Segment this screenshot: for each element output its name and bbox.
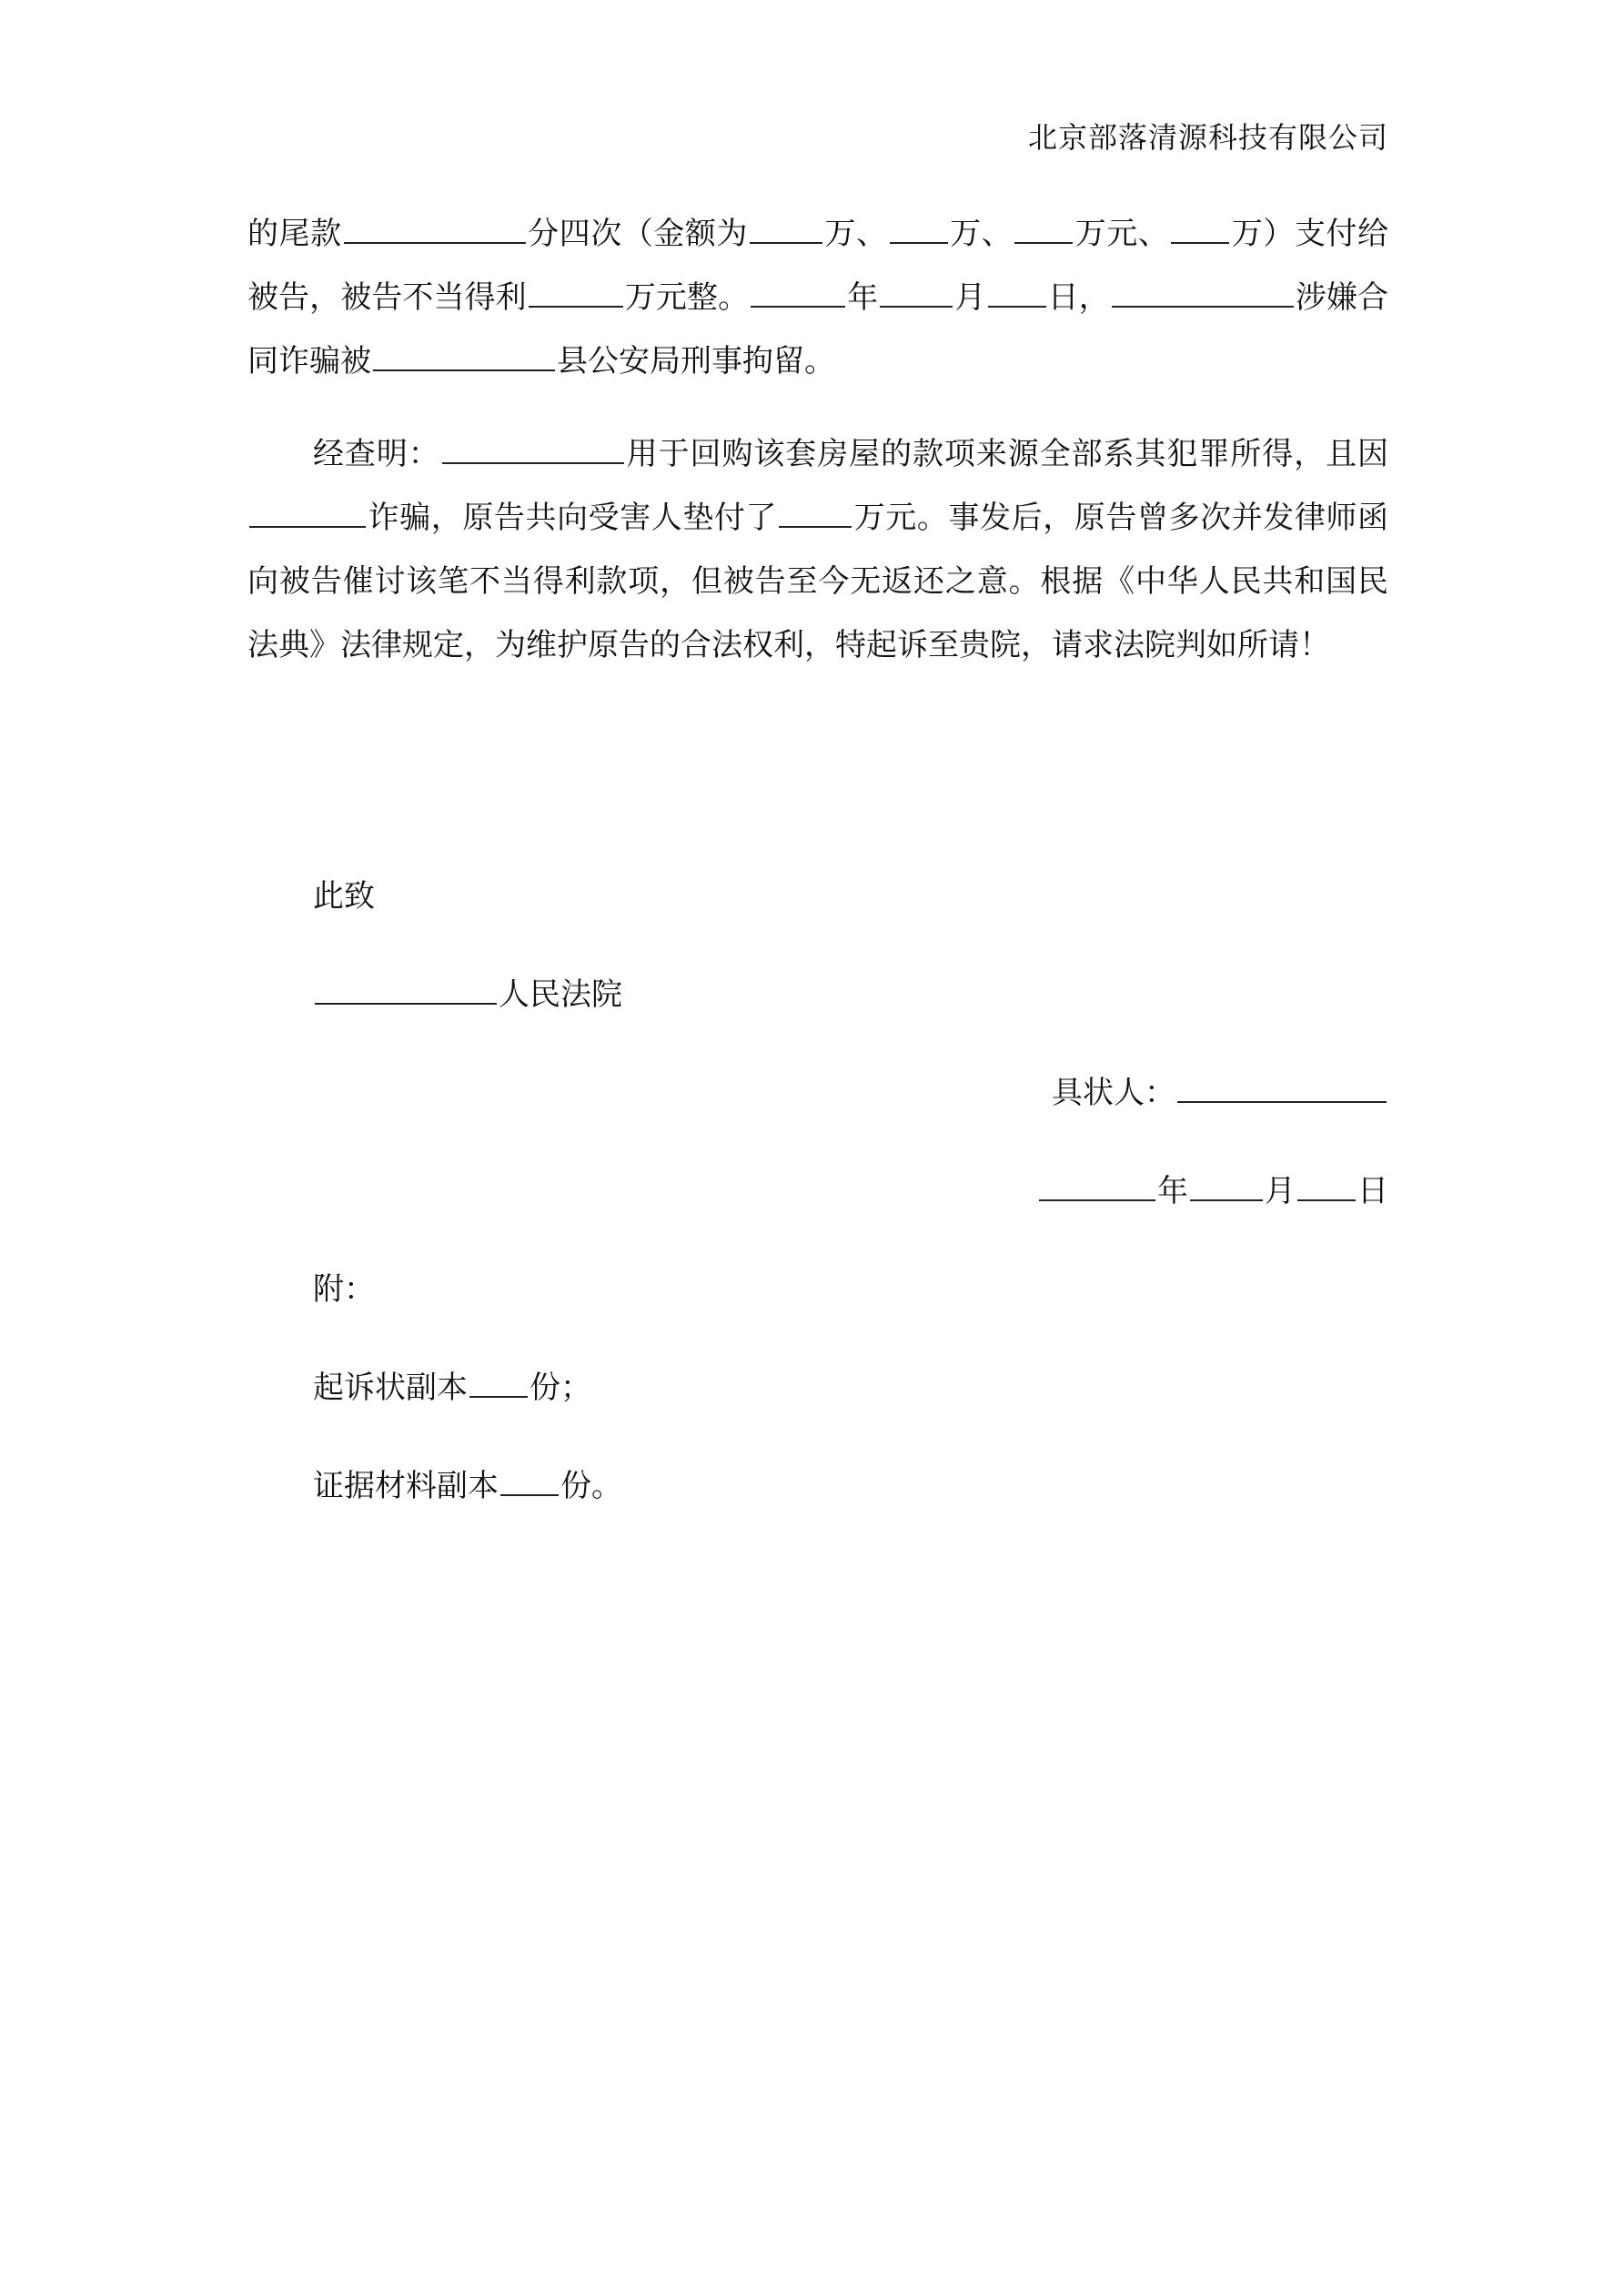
court-line (313, 972, 622, 1017)
blank-field[interactable] (373, 342, 555, 371)
blank-field[interactable] (988, 278, 1046, 308)
blank-field[interactable] (880, 278, 953, 308)
signer-line (1052, 1070, 1388, 1116)
blank-field[interactable] (469, 1369, 528, 1398)
blank-field[interactable] (890, 215, 948, 244)
text-segment: 万、 (823, 216, 888, 252)
signer-label: 具状人： (1052, 1075, 1175, 1111)
blank-field[interactable] (1177, 1074, 1387, 1103)
text-segment: 万元、 (1074, 216, 1170, 252)
blank-field[interactable] (750, 215, 822, 244)
salutation: 此致 (313, 878, 375, 915)
blank-field[interactable] (1039, 1172, 1155, 1201)
text-segment: 涉嫌合同诈骗被 (247, 279, 1389, 379)
attachment-prefix: 起诉状副本 (313, 1370, 468, 1406)
blank-field[interactable] (779, 499, 852, 528)
text-segment: 万元整。 (624, 279, 750, 316)
text-segment: 万）支付给被告，被告不当得利 (247, 216, 1389, 316)
blank-field[interactable] (1297, 1172, 1356, 1201)
attachment-suffix: 份。 (560, 1468, 622, 1504)
date-line (1037, 1168, 1388, 1214)
text-segment: 用于回购该套房屋的款项来源全部系其犯罪所得，且因 (625, 436, 1389, 472)
text-segment: 月 (954, 279, 986, 316)
attachments-label: 附： (313, 1271, 375, 1308)
company-header: 北京部落清源科技有限公司 (1027, 120, 1388, 155)
blank-field[interactable] (529, 278, 623, 308)
date-day-label: 日 (1357, 1173, 1388, 1209)
date-month-label: 月 (1265, 1173, 1296, 1209)
text-segment: 分四次（金额为 (527, 216, 748, 252)
blank-field[interactable] (315, 976, 497, 1005)
blank-field[interactable] (500, 1467, 559, 1496)
paragraph-investigation-facts (247, 422, 1388, 677)
attachment-item-complaint-copies (313, 1365, 591, 1411)
court-suffix: 人民法院 (499, 976, 622, 1013)
paragraph-payment-facts (247, 202, 1388, 393)
blank-field[interactable] (442, 435, 624, 464)
text-segment: 万元。事发后，原告曾多次并发律师函向被告催讨该笔不当得利款项，但被告至今无返还之意。根据《中华人民共和国民法典》法律规定，为维护原告的合法权利，特起诉至贵院，请求法院判如所请！ (247, 500, 1389, 663)
blank-field[interactable] (1190, 1172, 1263, 1201)
text-segment: 诈骗，原告共向受害人垫付了 (368, 500, 778, 536)
blank-field[interactable] (1171, 215, 1229, 244)
blank-field[interactable] (249, 499, 366, 528)
attachment-prefix: 证据材料副本 (313, 1468, 499, 1504)
text-segment: 经查明： (313, 436, 440, 472)
blank-field[interactable] (344, 215, 526, 244)
blank-field[interactable] (1112, 278, 1294, 308)
text-segment: 县公安局刑事拘留。 (557, 343, 835, 379)
blank-field[interactable] (1014, 215, 1073, 244)
text-segment: 的尾款 (247, 216, 342, 252)
attachment-suffix: 份； (530, 1370, 591, 1406)
attachment-item-evidence-copies (313, 1463, 622, 1509)
text-segment: 日， (1047, 279, 1110, 316)
date-year-label: 年 (1157, 1173, 1188, 1209)
blank-field[interactable] (751, 278, 845, 308)
text-segment: 年 (847, 279, 879, 316)
text-segment: 万、 (949, 216, 1014, 252)
